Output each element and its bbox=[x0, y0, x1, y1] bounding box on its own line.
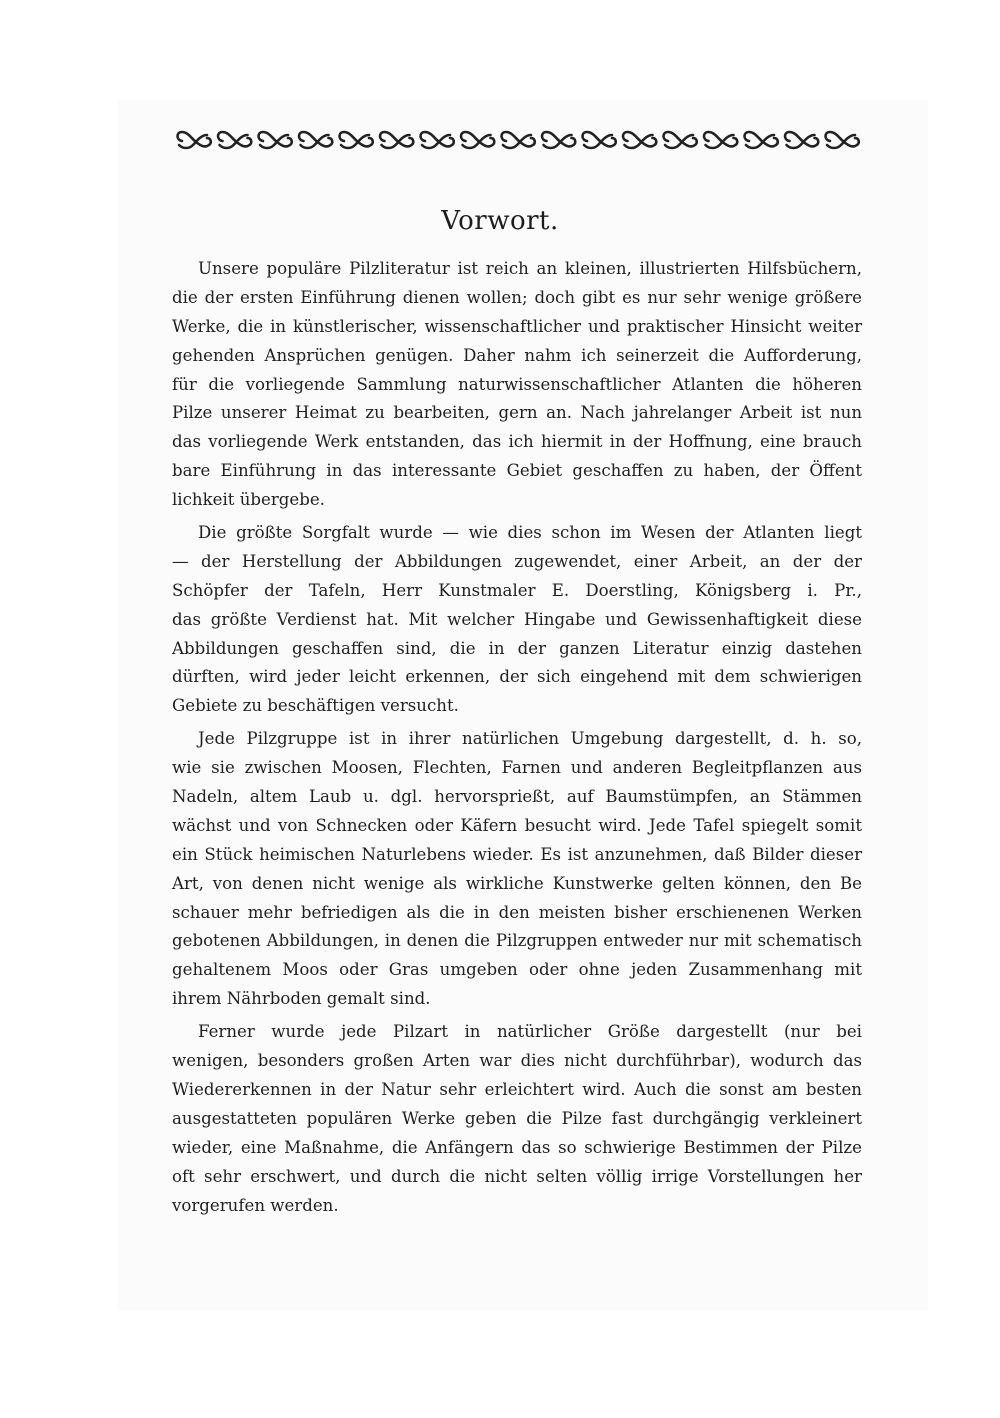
text-line: wie sie zwischen Moosen, Flechten, Farnen und anderen Begleitpflanzen aus bbox=[172, 758, 862, 778]
ornament-scroll bbox=[340, 132, 373, 148]
paragraph bbox=[172, 725, 862, 1014]
text-line: schauer mehr befriedigen als die in den meisten bisher erschienenen Werken bbox=[172, 902, 862, 922]
paragraph bbox=[172, 1018, 862, 1220]
ornament-scroll bbox=[299, 132, 332, 148]
text-line: das größte Verdienst hat. Mit welcher Hingabe und Gewissenhaftigkeit diese bbox=[172, 609, 862, 629]
text-line: für die vorliegende Sammlung naturwissenschaftlicher Atlanten die höheren bbox=[172, 374, 862, 394]
text-line: Wiedererkennen in der Natur sehr erleichtert wird. Auch die sonst am besten bbox=[172, 1079, 862, 1099]
ornament-scroll bbox=[542, 132, 575, 148]
paragraph bbox=[172, 255, 862, 515]
ornamental-border bbox=[172, 128, 862, 154]
text-line: Art, von denen nicht wenige als wirkliche Kunstwerke gelten können, den Be bbox=[172, 873, 862, 893]
text-line: ihrem Nährboden gemalt sind. bbox=[172, 989, 431, 1009]
text-line: ein Stück heimischen Naturlebens wieder. Es ist anzunehmen, daß Bilder dieser bbox=[172, 844, 862, 864]
ornament-scroll bbox=[461, 132, 494, 148]
text-line: bare Einführung in das interessante Gebiet geschaffen zu haben, der Öffent bbox=[172, 461, 862, 481]
text-line: gehaltenem Moos oder Gras umgeben oder ohne jeden Zusammenhang mit bbox=[172, 960, 862, 980]
text-line: wieder, eine Maßnahme, die Anfängern das so schwierige Bestimmen der Pilze bbox=[172, 1137, 862, 1157]
text-line: gebotenen Abbildungen, in denen die Pilzgruppen entweder nur mit schematisch bbox=[172, 931, 862, 951]
ornament-scroll bbox=[178, 132, 211, 148]
ornament-scroll bbox=[826, 132, 859, 148]
text-line: Nadeln, altem Laub u. dgl. hervorsprießt, auf Baumstümpfen, an Stämmen bbox=[172, 787, 862, 807]
ornament-scroll bbox=[704, 132, 737, 148]
text-line: Gebiete zu beschäftigen versucht. bbox=[172, 696, 459, 716]
text-line: wenigen, besonders großen Arten war dies nicht durchführbar), wodurch das bbox=[172, 1051, 862, 1071]
text-line: lichkeit übergebe. bbox=[172, 490, 325, 510]
text-line: Unsere populäre Pilzliteratur ist reich an kleinen, illustrierten Hilfsbüchern, bbox=[198, 259, 862, 278]
ornament-scroll bbox=[259, 132, 292, 148]
text-line: vorgerufen werden. bbox=[172, 1195, 339, 1215]
ornament-scroll bbox=[380, 132, 413, 148]
ornament-scroll bbox=[502, 132, 535, 148]
text-line: Abbildungen geschaffen sind, die in der ganzen Literatur einzig dastehen bbox=[172, 638, 862, 658]
text-line: oft sehr erschwert, und durch die nicht selten völlig irrige Vorstellungen her bbox=[172, 1166, 862, 1186]
text-line: gehenden Ansprüchen genügen. Daher nahm ich seinerzeit die Aufforderung, bbox=[172, 345, 862, 365]
ornament-scroll bbox=[623, 132, 656, 148]
ornament-scroll bbox=[218, 132, 251, 148]
ornament-scroll bbox=[785, 132, 818, 148]
preface-body bbox=[172, 255, 862, 1224]
ornament-scroll bbox=[745, 132, 778, 148]
paragraph bbox=[172, 519, 862, 721]
text-line: die der ersten Einführung dienen wollen; doch gibt es nur sehr wenige größere bbox=[172, 287, 862, 307]
text-line: dürften, wird jeder leicht erkennen, der sich eingehend mit dem schwierigen bbox=[172, 667, 862, 687]
ornament-scroll bbox=[421, 132, 454, 148]
text-line: ausgestatteten populären Werke geben die Pilze fast durchgängig verkleinert bbox=[172, 1108, 862, 1128]
text-line: das vorliegende Werk entstanden, das ich hiermit in der Hoffnung, eine brauch bbox=[172, 432, 862, 452]
text-line: — der Herstellung der Abbildungen zugewendet, einer Arbeit, an der der bbox=[172, 551, 862, 571]
text-line: Die größte Sorgfalt wurde — wie dies schon im Wesen der Atlanten liegt bbox=[198, 523, 862, 543]
page-title: Vorwort. bbox=[441, 206, 559, 236]
ornament-scroll bbox=[583, 132, 616, 148]
text-line: wächst und von Schnecken oder Käfern besucht wird. Jede Tafel spiegelt somit bbox=[172, 815, 862, 835]
text-line: Pilze unserer Heimat zu bearbeiten, gern an. Nach jahrelanger Arbeit ist nun bbox=[172, 403, 862, 423]
text-line: Jede Pilzgruppe ist in ihrer natürlichen Umgebung dargestellt, d. h. so, bbox=[198, 729, 862, 749]
text-line: Ferner wurde jede Pilzart in natürlicher Größe dargestellt (nur bei bbox=[198, 1022, 862, 1042]
ornament-scroll bbox=[664, 132, 697, 148]
text-line: Schöpfer der Tafeln, Herr Kunstmaler E. Doerstling, Königsberg i. Pr., bbox=[172, 580, 862, 600]
text-line: Werke, die in künstlerischer, wissenschaftlicher und praktischer Hinsicht weiter bbox=[172, 316, 862, 336]
